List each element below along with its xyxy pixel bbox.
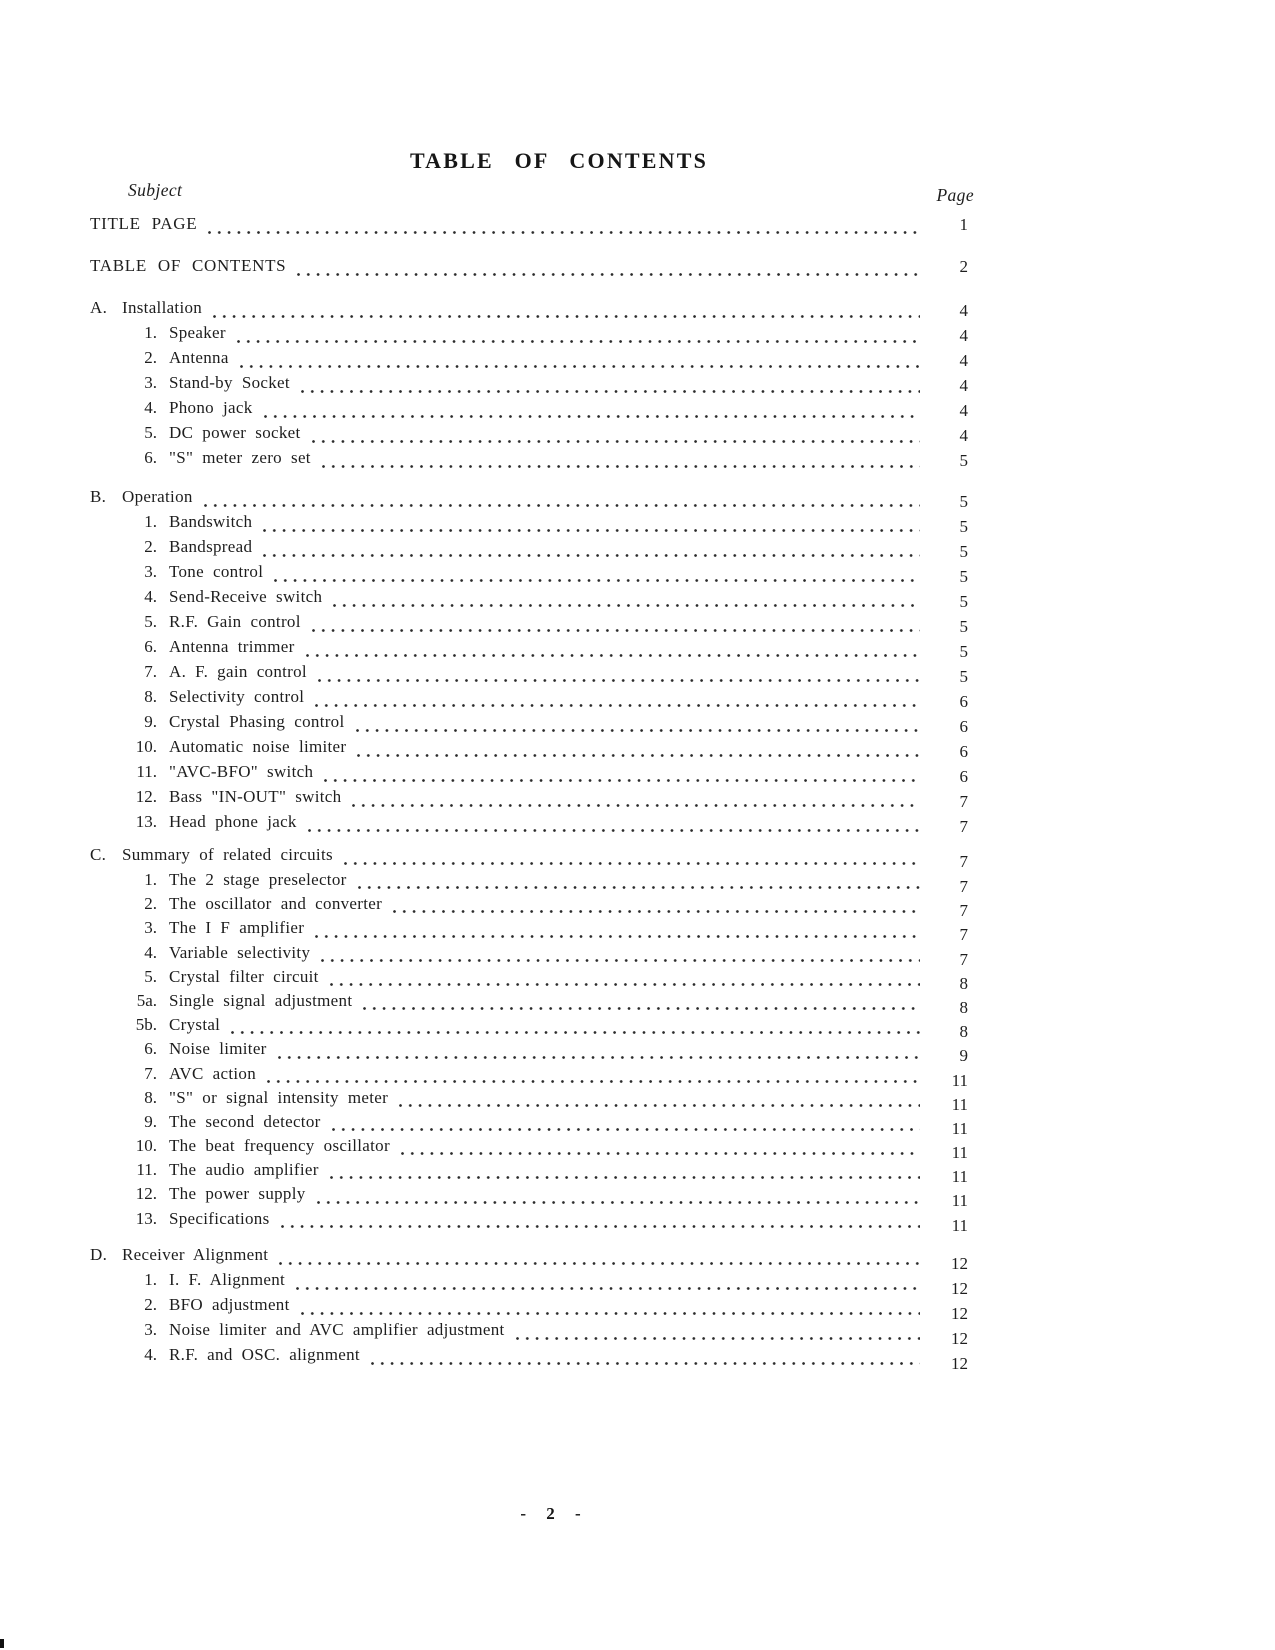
item-label: Send-Receive switch [169, 587, 323, 606]
item-number: 11. [136, 762, 157, 781]
page-number: 6 [959, 692, 968, 711]
leader-dots [322, 465, 920, 468]
item-label: Specifications [169, 1208, 270, 1228]
toc-item [90, 918, 968, 945]
item-label: Crystal Phasing control [169, 712, 345, 731]
item-label: AVC action [169, 1063, 256, 1083]
item-label: "AVC-BFO" switch [169, 762, 314, 781]
leader-dots [356, 729, 921, 732]
toc-item [90, 943, 968, 967]
item-label: The beat frequency oscillator [169, 1136, 390, 1156]
scan-artifact-mark [0, 1639, 4, 1648]
item-label: Bandswitch [169, 512, 253, 531]
item-number: 4. [144, 1344, 157, 1364]
toc-item [90, 687, 968, 712]
item-label: Selectivity control [169, 687, 305, 706]
leader-dots [344, 862, 920, 865]
toc-item [90, 512, 968, 537]
leader-dots [357, 754, 920, 757]
page-number: 4 [959, 301, 968, 320]
leader-dots [204, 504, 920, 507]
page-number: 8 [959, 1022, 968, 1042]
toc-content [90, 0, 974, 1528]
item-label: Stand-by Socket [169, 373, 290, 392]
item-label: DC power socket [169, 423, 301, 442]
entry-label: TABLE OF CONTENTS [90, 256, 287, 275]
page-number: 9 [959, 1046, 968, 1066]
leader-dots [237, 340, 920, 343]
item-number: 1. [144, 870, 157, 889]
toc-item [90, 662, 968, 687]
item-number: 3. [144, 918, 157, 938]
page-number: 5 [959, 592, 968, 611]
item-number: 9. [144, 1111, 157, 1131]
page-number: 12 [951, 1253, 968, 1273]
page-number: 6 [959, 742, 968, 761]
page-number: 2 [959, 257, 968, 276]
item-label: Automatic noise limiter [169, 737, 347, 756]
leader-dots [274, 579, 920, 582]
page-number: 5 [959, 542, 968, 561]
leader-dots [264, 415, 920, 418]
toc-item [90, 1209, 968, 1233]
item-label: Head phone jack [169, 812, 297, 831]
leader-dots [213, 315, 920, 318]
page-number: 4 [959, 326, 968, 345]
toc-item [90, 737, 968, 762]
item-label: The second detector [169, 1111, 321, 1131]
leader-dots [393, 910, 920, 913]
page-number: 11 [951, 1191, 968, 1211]
toc-item [90, 1319, 968, 1348]
page-number: 4 [959, 351, 968, 370]
page-number: 8 [959, 997, 968, 1017]
leader-dots [279, 1262, 920, 1265]
page-number: 5 [959, 517, 968, 536]
item-label: R.F. Gain control [169, 612, 301, 631]
item-number: 10. [135, 737, 157, 756]
leader-dots [321, 959, 920, 962]
toc-item [90, 637, 968, 662]
item-label: The 2 stage preselector [169, 870, 347, 889]
section-letter: A. [90, 298, 108, 317]
leader-dots [516, 1337, 920, 1340]
leader-dots [315, 935, 920, 938]
leader-dots [240, 365, 920, 368]
toc-item [90, 323, 968, 348]
leader-dots [332, 1128, 920, 1131]
page-number: 11 [951, 1167, 968, 1187]
page-number: 12 [951, 1328, 968, 1348]
page-number: 7 [959, 877, 968, 896]
toc-item [90, 1294, 968, 1323]
item-label: The audio amplifier [169, 1160, 319, 1180]
item-number: 4. [144, 398, 157, 417]
page-number: 6 [959, 717, 968, 736]
page-number: 5 [959, 492, 968, 511]
toc-item [90, 398, 968, 423]
item-number: 5. [144, 423, 157, 442]
leader-dots [301, 1312, 920, 1315]
item-number: 5b. [135, 1015, 157, 1035]
section-letter: D. [90, 1244, 108, 1264]
toc-item [90, 787, 968, 812]
item-label: Crystal filter circuit [169, 966, 319, 986]
item-label: Crystal [169, 1015, 221, 1035]
item-number: 4. [144, 942, 157, 962]
leader-dots [399, 1104, 920, 1107]
item-number: 10. [135, 1136, 157, 1156]
item-number: 11. [136, 1160, 157, 1180]
page-number: 12 [951, 1278, 968, 1298]
item-number: 13. [135, 812, 157, 831]
page-number: 5 [959, 667, 968, 686]
item-number: 5. [144, 612, 157, 631]
item-label: A. F. gain control [169, 662, 307, 681]
item-number: 1. [144, 512, 157, 531]
toc-section-header [90, 487, 968, 512]
page-number: 6 [959, 767, 968, 786]
item-number: 3. [144, 1319, 157, 1339]
item-label: Bass "IN-OUT" switch [169, 787, 342, 806]
item-label: R.F. and OSC. alignment [169, 1344, 360, 1364]
leader-dots [317, 1201, 920, 1204]
toc-item [90, 991, 968, 1015]
toc-item [90, 967, 968, 991]
leader-dots [301, 390, 920, 393]
item-label: The oscillator and converter [169, 894, 383, 914]
item-number: 13. [135, 1208, 157, 1228]
section-title: Installation [122, 298, 203, 317]
toc-section-header [90, 298, 968, 323]
item-label: Single signal adjustment [169, 990, 353, 1010]
subject-column-header: Subject [128, 180, 183, 200]
page-number: 11 [951, 1070, 968, 1090]
leader-dots [363, 1007, 920, 1010]
toc-entry [90, 214, 968, 239]
toc-section-header [90, 845, 968, 870]
item-number: 1. [144, 1269, 157, 1289]
page-number: 11 [951, 1118, 968, 1138]
page-number: 11 [951, 1094, 968, 1114]
item-number: 3. [144, 562, 157, 581]
item-number: 5. [144, 966, 157, 986]
item-label: Noise limiter and AVC amplifier adjustment [169, 1319, 505, 1339]
leader-dots [352, 804, 920, 807]
item-number: 6. [144, 637, 157, 656]
leader-dots [208, 231, 920, 234]
item-number: 8. [144, 687, 157, 706]
toc-item [90, 587, 968, 612]
entry-label: TITLE PAGE [90, 214, 198, 233]
leader-dots [306, 654, 920, 657]
item-number: 2. [144, 1294, 157, 1314]
item-label: "S" or signal intensity meter [169, 1087, 389, 1107]
section-title: Summary of related circuits [122, 845, 333, 864]
page-number: 7 [959, 852, 968, 871]
toc-item [90, 1039, 968, 1066]
leader-dots [231, 1031, 920, 1034]
leader-dots [401, 1152, 920, 1155]
item-label: Tone control [169, 562, 264, 581]
toc-entry [90, 256, 968, 281]
leader-dots [333, 604, 920, 607]
section-title: Operation [122, 487, 193, 506]
leader-dots [297, 273, 920, 276]
toc-item [90, 762, 968, 787]
leader-dots [318, 679, 920, 682]
leader-dots [296, 1287, 920, 1290]
toc-item [90, 448, 968, 473]
toc-item [90, 1112, 968, 1136]
item-label: "S" meter zero set [169, 448, 311, 467]
item-label: The power supply [169, 1184, 306, 1204]
item-label: Bandspread [169, 537, 253, 556]
leader-dots [308, 829, 920, 832]
page-number: 12 [951, 1353, 968, 1373]
toc-item [90, 562, 968, 587]
item-number: 7. [144, 1063, 157, 1083]
toc-item [90, 423, 968, 448]
toc-item [90, 1136, 968, 1163]
page-number: 5 [959, 451, 968, 470]
item-label: Antenna trimmer [169, 637, 295, 656]
section-letter: B. [90, 487, 107, 506]
toc-item [90, 1160, 968, 1187]
leader-dots [324, 779, 920, 782]
item-number: 2. [144, 348, 157, 367]
leader-dots [312, 629, 920, 632]
leader-dots [267, 1080, 920, 1083]
toc-item [90, 870, 968, 894]
toc-item [90, 537, 968, 562]
item-number: 4. [144, 587, 157, 606]
page-number: 4 [959, 426, 968, 445]
page-number: 7 [959, 949, 968, 969]
toc-item [90, 373, 968, 398]
page-number: 7 [959, 925, 968, 945]
toc-item [90, 1344, 968, 1373]
item-label: Speaker [169, 323, 226, 342]
toc-item [90, 1088, 968, 1112]
page-number: 8 [959, 973, 968, 993]
item-number: 12. [135, 787, 157, 806]
page-number: 5 [959, 617, 968, 636]
item-label: I. F. Alignment [169, 1269, 286, 1289]
item-label: Variable selectivity [169, 942, 311, 962]
toc-item [90, 1269, 968, 1298]
page-number: 11 [951, 1143, 968, 1163]
page-number: 11 [951, 1215, 968, 1235]
page-footer: - 2 - [520, 1503, 582, 1523]
item-number: 7. [144, 662, 157, 681]
item-number: 3. [144, 373, 157, 392]
toc-list [90, 214, 968, 1373]
leader-dots [330, 1176, 920, 1179]
page-number: 7 [959, 792, 968, 811]
leader-dots [358, 886, 920, 889]
item-number: 9. [144, 712, 157, 731]
page-number: 5 [959, 642, 968, 661]
toc-item [90, 1184, 968, 1211]
item-number: 2. [144, 537, 157, 556]
page-number: 7 [959, 817, 968, 836]
page-column-header: Page [936, 185, 974, 205]
column-headers [90, 180, 974, 206]
item-number: 5a. [136, 990, 157, 1010]
toc-item [90, 812, 968, 837]
section-letter: C. [90, 845, 107, 864]
item-number: 2. [144, 894, 157, 914]
page-number: 12 [951, 1303, 968, 1323]
item-label: BFO adjustment [169, 1294, 290, 1314]
page-number: 5 [959, 567, 968, 586]
toc-item [90, 612, 968, 637]
page-number: 1 [959, 215, 968, 234]
item-number: 6. [144, 448, 157, 467]
leader-dots [263, 554, 920, 557]
item-number: 8. [144, 1087, 157, 1107]
page-number: 7 [959, 901, 968, 921]
item-label: Antenna [169, 348, 229, 367]
toc-item [90, 712, 968, 737]
toc-item [90, 894, 968, 921]
item-label: Noise limiter [169, 1039, 267, 1059]
leader-dots [281, 1225, 920, 1228]
page-number: 4 [959, 376, 968, 395]
leader-dots [278, 1056, 920, 1059]
toc-item [90, 348, 968, 373]
leader-dots [330, 983, 920, 986]
leader-dots [315, 704, 920, 707]
page-title: TABLE OF CONTENTS [409, 148, 709, 173]
item-number: 1. [144, 323, 157, 342]
leader-dots [263, 529, 920, 532]
toc-section-header [90, 1244, 968, 1273]
page-number: 4 [959, 401, 968, 420]
item-number: 6. [144, 1039, 157, 1059]
leader-dots [371, 1362, 920, 1365]
leader-dots [312, 440, 920, 443]
item-label: The I F amplifier [169, 918, 305, 938]
item-label: Phono jack [169, 398, 253, 417]
toc-item [90, 1015, 968, 1042]
item-number: 12. [135, 1184, 157, 1204]
toc-item [90, 1064, 968, 1088]
section-title: Receiver Alignment [122, 1244, 269, 1264]
